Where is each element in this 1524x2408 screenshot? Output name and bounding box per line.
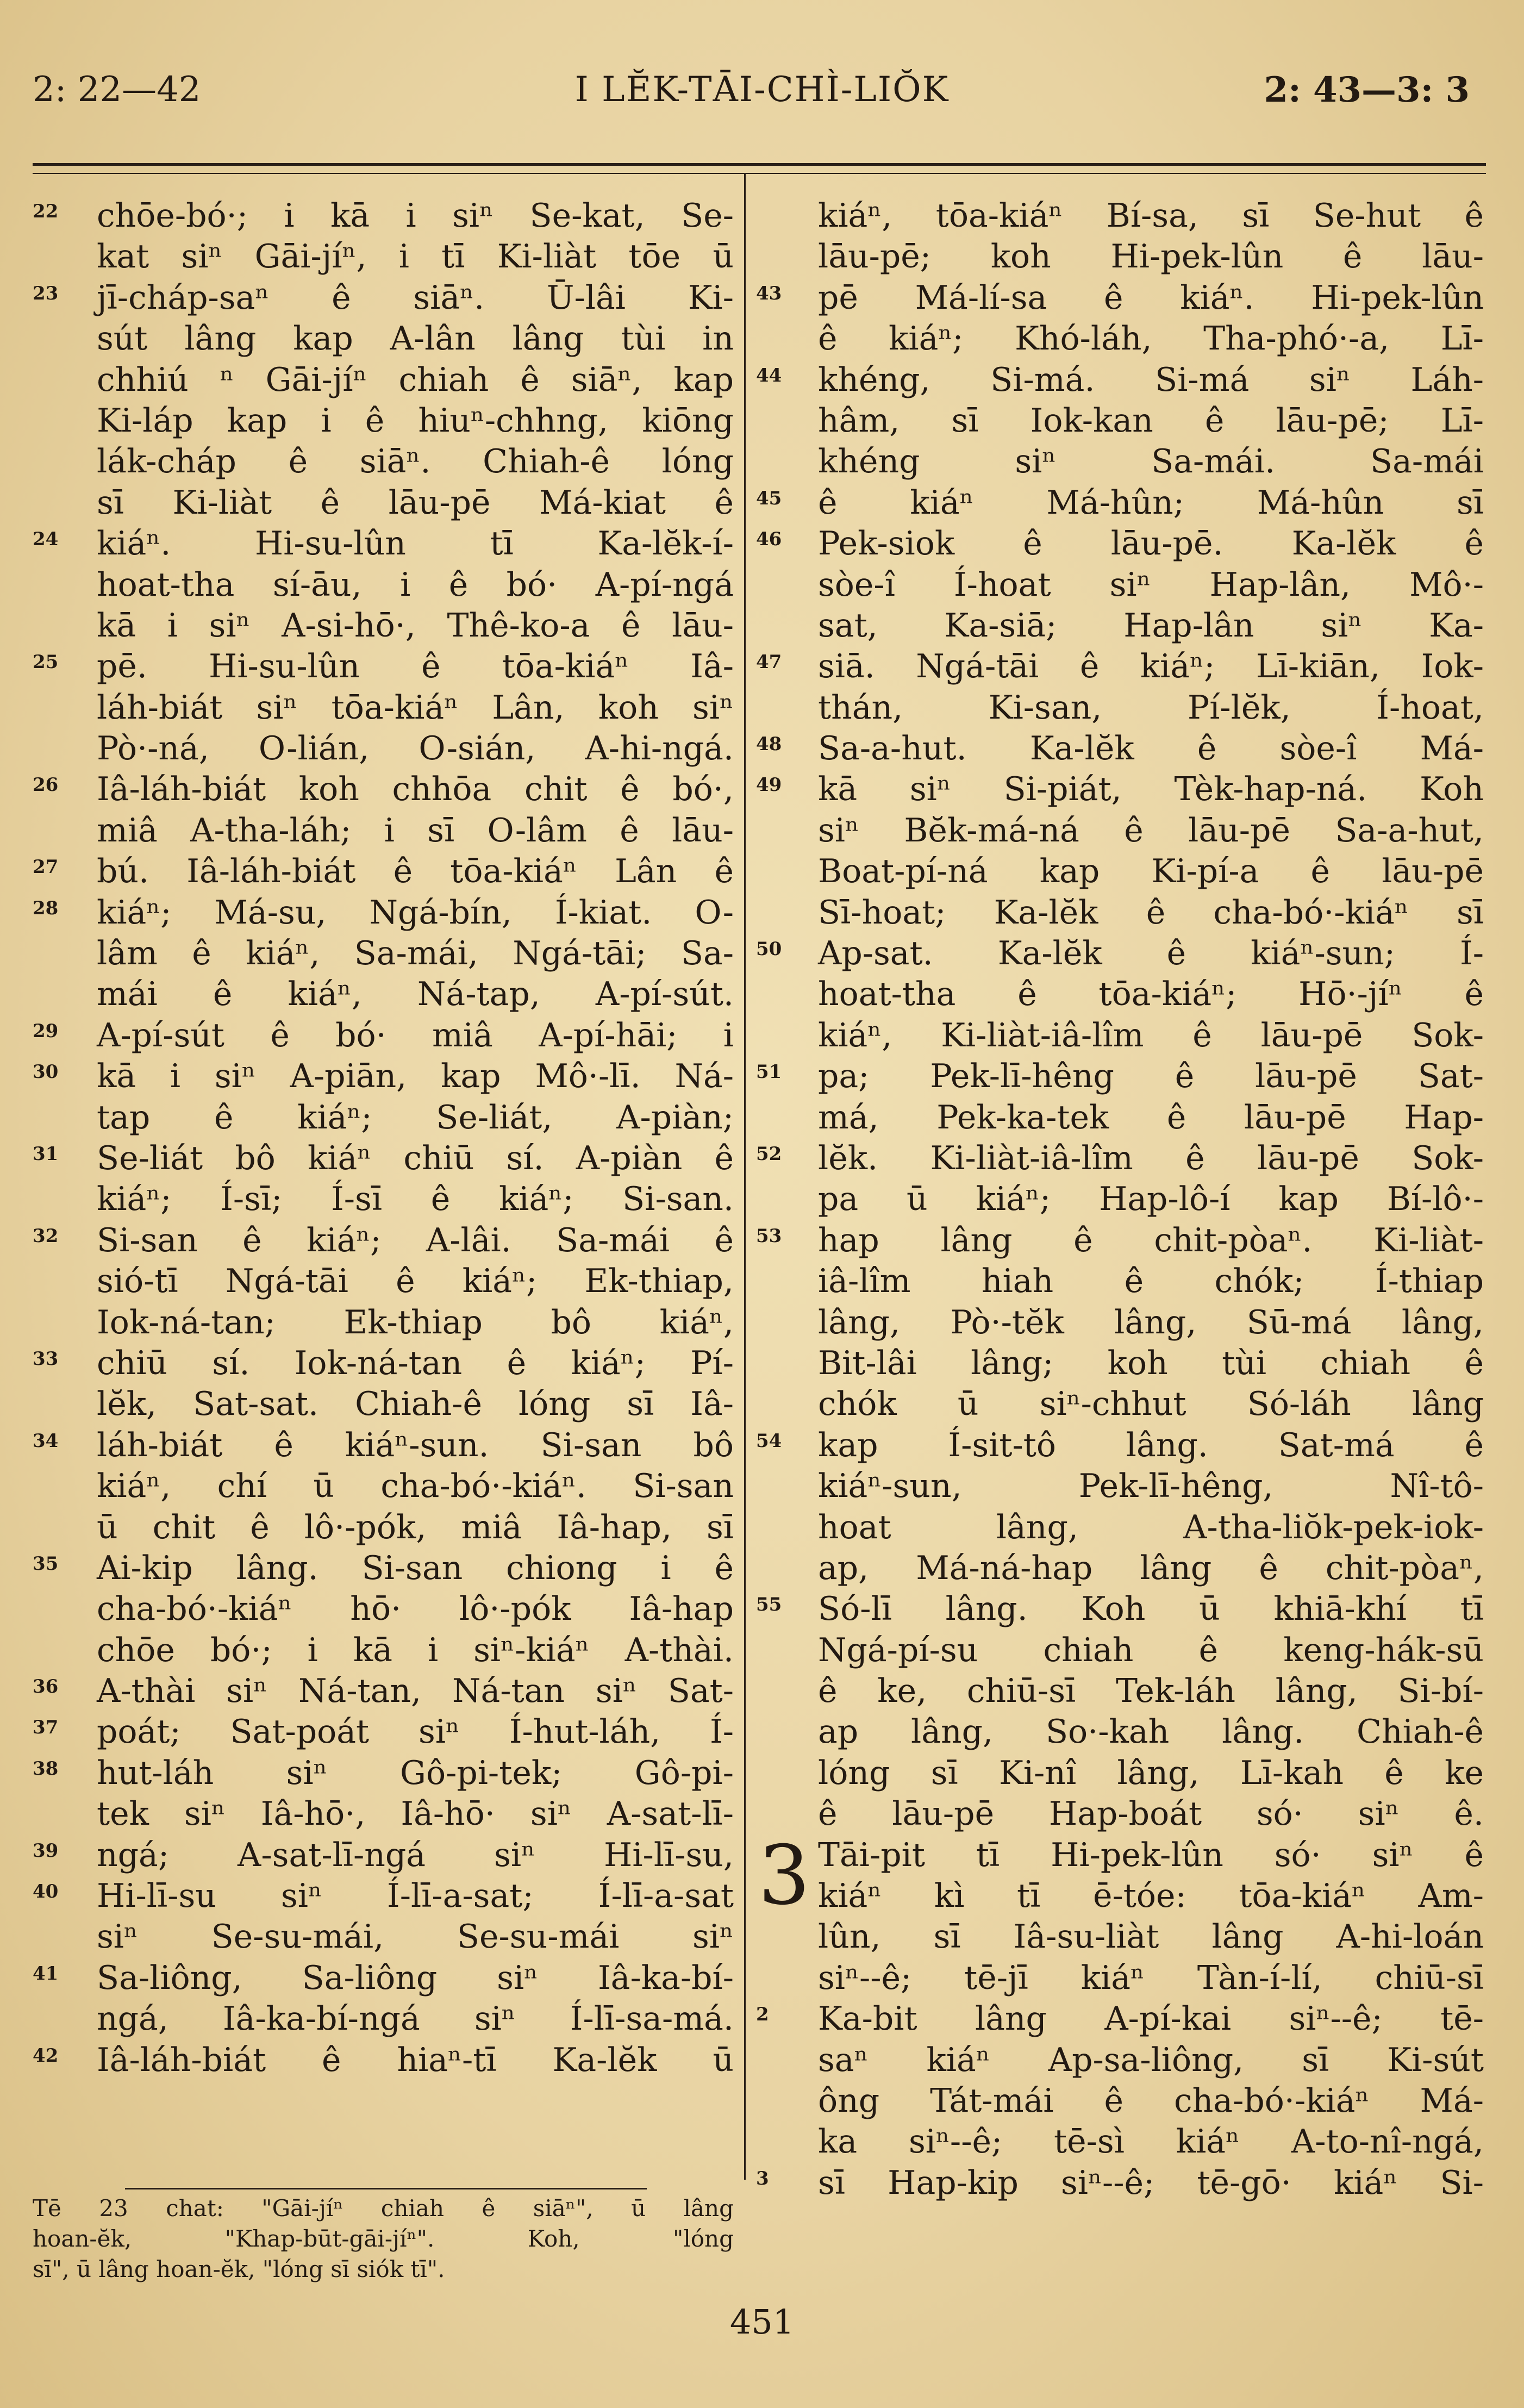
line-text: hâm, sī Iok-kan ê lāu-pē; Lī- — [818, 401, 1484, 440]
line-text: tek siⁿ Iâ-hō·, Iâ-hō· siⁿ A-sat-lī- — [97, 1795, 734, 1833]
verse-number: 23 — [33, 282, 59, 304]
text-line — [758, 2040, 1484, 2081]
line-text: siⁿ Se-su-mái, Se-su-mái siⁿ — [97, 1918, 734, 1956]
text-line — [33, 483, 734, 523]
text-line — [33, 1630, 734, 1671]
text-line — [33, 565, 734, 606]
line-text: Iok-ná-tan; Ek-thiap bô kiáⁿ, — [97, 1303, 734, 1342]
line-text: Ki-láp kap i ê hiuⁿ-chhng, kiōng — [97, 401, 734, 440]
line-text: khéng siⁿ Sa-mái. Sa-mái — [818, 442, 1484, 481]
verse-number: 49 — [756, 774, 782, 796]
verse-number: 52 — [756, 1143, 782, 1165]
text-line — [758, 236, 1484, 277]
text-line — [758, 360, 1484, 401]
text-line — [33, 1712, 734, 1752]
line-text: Sa-liông, Sa-liông siⁿ Iâ-ka-bí- — [97, 1958, 734, 1997]
verse-number: 26 — [33, 774, 59, 796]
verse-number: 22 — [33, 201, 59, 222]
verse-number: 27 — [33, 856, 59, 878]
verse-number: 45 — [756, 487, 782, 509]
line-text: A-thài siⁿ Ná-tan, Ná-tan siⁿ Sat- — [97, 1672, 734, 1711]
verse-number: 46 — [756, 528, 782, 551]
line-text: Só-lī lâng. Koh ū khiā-khí tī — [818, 1590, 1484, 1629]
text-line — [33, 1015, 734, 1056]
verse-number: 51 — [756, 1061, 782, 1083]
line-text: kiáⁿ; Má-su, Ngá-bín, Í-kiat. O- — [97, 893, 734, 932]
line-text: lûn, sī Iâ-su-liàt lâng A-hi-loán — [818, 1918, 1484, 1956]
line-text: Pek-siok ê lāu-pē. Ka-lĕk ê — [818, 525, 1484, 563]
line-text: kiáⁿ; Í-sī; Í-sī ê kiáⁿ; Si-san. — [97, 1180, 734, 1219]
text-line — [33, 401, 734, 441]
verse-number: 25 — [33, 651, 59, 673]
line-text: jī-cháp-saⁿ ê siāⁿ. Ū-lâi Ki- — [97, 278, 734, 317]
text-line — [758, 606, 1484, 646]
right-column — [756, 196, 1484, 2202]
line-text: Hi-lī-su siⁿ Í-lī-a-sat; Í-lī-a-sat — [97, 1877, 734, 1916]
line-text: ông Tát-mái ê cha-bó·-kiáⁿ Má- — [818, 2081, 1484, 2120]
verse-number: 3 — [756, 2167, 769, 2189]
text-line — [758, 1179, 1484, 1220]
line-text: Si-san ê kiáⁿ; A-lâi. Sa-mái ê — [97, 1221, 734, 1259]
line-text: sút lâng kap A-lân lâng tùi in — [97, 320, 734, 358]
line-text: Iâ-láh-biát koh chhōa chit ê bó·, — [97, 770, 734, 809]
line-text: pē. Hi-su-lûn ê tōa-kiáⁿ Iâ- — [97, 647, 734, 686]
text-line — [33, 1179, 734, 1220]
line-text: má, Pek-ka-tek ê lāu-pē Hap- — [818, 1098, 1484, 1137]
line-text: sòe-î Í-hoat siⁿ Hap-lân, Mô·- — [818, 565, 1484, 604]
text-line — [33, 1753, 734, 1794]
line-text: thán, Ki-san, Pí-lĕk, Í-hoat, — [818, 688, 1484, 727]
header-verse-range-right: 2: 43—3: 3 — [1264, 70, 1470, 110]
line-text: khéng, Si-má. Si-má siⁿ Láh- — [818, 360, 1484, 399]
line-text: hap lâng ê chit-pòaⁿ. Ki-liàt- — [818, 1221, 1484, 1259]
line-text: mái ê kiáⁿ, Ná-tap, A-pí-sút. — [97, 975, 734, 1014]
text-line — [33, 1425, 734, 1466]
text-line — [758, 1343, 1484, 1384]
line-text: kā i siⁿ A-si-hō·, Thê-ko-a ê lāu- — [97, 606, 734, 645]
line-text: Sa-a-hut. Ka-lĕk ê sòe-î Má- — [818, 729, 1484, 768]
text-line — [758, 1015, 1484, 1056]
line-text: ngá, Iâ-ka-bí-ngá siⁿ Í-lī-sa-má. — [97, 2000, 734, 2038]
line-text: poát; Sat-poát siⁿ Í-hut-láh, Í- — [97, 1713, 734, 1751]
text-line — [758, 1917, 1484, 1957]
line-text: lĕk. Ki-liàt-iâ-lîm ê lāu-pē Sok- — [818, 1139, 1484, 1177]
text-line — [758, 1097, 1484, 1138]
line-text: iâ-lîm hiah ê chók; Í-thiap — [818, 1262, 1484, 1301]
text-line — [758, 565, 1484, 606]
line-text: saⁿ kiáⁿ Ap-sa-liông, sī Ki-sút — [818, 2041, 1484, 2079]
text-line — [33, 1876, 734, 1917]
line-text: Tāi-pit tī Hi-pek-lûn só· siⁿ ê — [818, 1836, 1484, 1874]
text-line — [33, 1999, 734, 2039]
line-text: kiáⁿ, chí ū cha-bó·-kiáⁿ. Si-san — [97, 1467, 734, 1506]
text-line — [33, 1302, 734, 1343]
line-text: láh-biát ê kiáⁿ-sun. Si-san bô — [97, 1426, 734, 1464]
line-text: pa; Pek-lī-hêng ê lāu-pē Sat- — [818, 1057, 1484, 1096]
line-text: bú. Iâ-láh-biát ê tōa-kiáⁿ Lân ê — [97, 852, 734, 891]
verse-number: 55 — [756, 1594, 782, 1616]
text-line — [33, 688, 734, 728]
line-text: chók ū siⁿ-chhut Só-láh lâng — [818, 1385, 1484, 1424]
line-text: sat, Ka-siā; Hap-lân siⁿ Ka- — [818, 606, 1484, 645]
text-line — [33, 1671, 734, 1712]
verse-number: 28 — [33, 897, 59, 919]
text-line — [758, 769, 1484, 810]
text-line — [758, 1507, 1484, 1548]
text-line — [758, 196, 1484, 236]
text-line — [758, 2081, 1484, 2122]
text-line — [33, 319, 734, 359]
line-text: lák-cháp ê siāⁿ. Chiah-ê lóng — [97, 442, 734, 481]
text-line — [33, 1548, 734, 1589]
text-line — [33, 1835, 734, 1876]
text-line — [758, 1753, 1484, 1794]
line-text: kā siⁿ Si-piát, Tèk-hap-ná. Koh — [818, 770, 1484, 809]
verse-number: 38 — [33, 1757, 59, 1780]
verse-number: 39 — [33, 1839, 59, 1862]
text-line — [33, 1261, 734, 1302]
line-text: Se-liát bô kiáⁿ chiū sí. A-piàn ê — [97, 1139, 734, 1177]
running-header — [33, 60, 1491, 114]
line-text: hoat lâng, A-tha-liŏk-pek-iok- — [818, 1508, 1484, 1546]
line-text: ê kiáⁿ Má-hûn; Má-hûn sī — [818, 483, 1484, 522]
text-line — [758, 810, 1484, 851]
verse-number: 30 — [33, 1061, 59, 1083]
line-text: lāu-pē; koh Hi-pek-lûn ê lāu- — [818, 238, 1484, 276]
text-line — [758, 1261, 1484, 1302]
left-column — [33, 196, 734, 2185]
line-text: kiáⁿ. Hi-su-lûn tī Ka-lĕk-í- — [97, 525, 734, 563]
line-text: ngá; A-sat-lī-ngá siⁿ Hi-lī-su, — [97, 1836, 734, 1874]
verse-number: 35 — [33, 1552, 59, 1575]
verse-number: 36 — [33, 1676, 59, 1698]
header-rule — [33, 163, 1486, 166]
line-text: ê ke, chiū-sī Tek-láh lâng, Si-bí- — [818, 1672, 1484, 1711]
text-line — [33, 1589, 734, 1630]
text-line — [33, 933, 734, 974]
text-line — [758, 1548, 1484, 1589]
text-line — [758, 441, 1484, 482]
line-text: lĕk, Sat-sat. Chiah-ê lóng sī Iâ- — [97, 1385, 734, 1424]
verse-number: 54 — [756, 1430, 782, 1452]
line-text: miâ A-tha-láh; i sī O-lâm ê lāu- — [97, 811, 734, 850]
text-line — [33, 893, 734, 933]
text-line — [758, 2163, 1484, 2204]
text-line — [758, 1794, 1484, 1835]
text-line — [758, 1876, 1484, 1917]
text-line — [758, 1220, 1484, 1261]
line-text: lóng sī Ki-nî lâng, Lī-kah ê ke — [818, 1754, 1484, 1792]
line-text: pē Má-lí-sa ê kiáⁿ. Hi-pek-lûn — [818, 278, 1484, 317]
text-line — [758, 933, 1484, 974]
verse-number: 32 — [33, 1225, 59, 1247]
header-verse-range-left: 2: 22—42 — [33, 70, 201, 110]
verse-number: 29 — [33, 1020, 59, 1042]
line-text: ū chit ê lô·-pók, miâ Iâ-hap, sī — [97, 1508, 734, 1546]
line-text: hut-láh siⁿ Gô-pi-tek; Gô-pi- — [97, 1754, 734, 1792]
text-line — [758, 1302, 1484, 1343]
text-line — [758, 278, 1484, 319]
text-line — [33, 728, 734, 769]
line-text: sió-tī Ngá-tāi ê kiáⁿ; Ek-thiap, — [97, 1262, 734, 1301]
text-line — [758, 728, 1484, 769]
line-text: Pò·-ná, O-lián, O-sián, A-hi-ngá. — [97, 729, 734, 768]
verse-number: 47 — [756, 651, 782, 673]
line-text: kap Í-sit-tô lâng. Sat-má ê — [818, 1426, 1484, 1464]
footnote-line: Tē 23 chat: "Gāi-jíⁿ chiah ê siāⁿ", ū lâng — [33, 2195, 734, 2222]
text-line — [758, 1630, 1484, 1671]
text-line — [33, 1384, 734, 1425]
line-text: Bit-lâi lâng; koh tùi chiah ê — [818, 1344, 1484, 1382]
text-line — [758, 319, 1484, 359]
text-line — [33, 1917, 734, 1957]
text-line — [33, 360, 734, 401]
verse-number: 48 — [756, 733, 782, 756]
line-text: chōe-bó·; i kā i siⁿ Se-kat, Se- — [97, 197, 734, 235]
verse-number: 50 — [756, 938, 782, 960]
footnote-line: hoan-ĕk, "Khap-būt-gāi-jíⁿ". Koh, "lóng — [33, 2225, 734, 2252]
text-line — [758, 974, 1484, 1015]
text-line — [33, 1794, 734, 1835]
text-line — [758, 1384, 1484, 1425]
line-text: kiáⁿ kì tī ē-tóe: tōa-kiáⁿ Am- — [818, 1877, 1484, 1916]
header-book-title: I LĔK-TĀI-CHÌ-LIŎK — [574, 70, 950, 110]
text-line — [33, 974, 734, 1015]
footnotes — [33, 2193, 734, 2285]
text-line — [758, 1466, 1484, 1507]
verse-number: 33 — [33, 1348, 59, 1370]
line-text: ap lâng, So·-kah lâng. Chiah-ê — [818, 1713, 1484, 1751]
text-line — [758, 893, 1484, 933]
text-line — [33, 810, 734, 851]
text-line — [33, 1097, 734, 1138]
verse-number: 40 — [33, 1881, 59, 1903]
line-text: cha-bó·-kiáⁿ hō· lô·-pók Iâ-hap — [97, 1590, 734, 1629]
line-text: hoat-tha sí-āu, i ê bó· A-pí-ngá — [97, 565, 734, 604]
line-text: chiū sí. Iok-ná-tan ê kiáⁿ; Pí- — [97, 1344, 734, 1382]
verse-number: 31 — [33, 1143, 59, 1165]
line-text: siā. Ngá-tāi ê kiáⁿ; Lī-kiān, Iok- — [818, 647, 1484, 686]
verse-number: 44 — [756, 364, 782, 386]
text-line — [758, 2122, 1484, 2162]
text-line — [758, 1712, 1484, 1752]
text-line — [33, 851, 734, 892]
text-line — [33, 646, 734, 687]
line-text: lâm ê kiáⁿ, Sa-mái, Ngá-tāi; Sa- — [97, 934, 734, 973]
text-line — [33, 1958, 734, 1999]
line-text: ê lāu-pē Hap-boát só· siⁿ ê. — [818, 1795, 1484, 1833]
text-line — [33, 769, 734, 810]
text-line — [33, 1220, 734, 1261]
line-text: siⁿ Bĕk-má-ná ê lāu-pē Sa-a-hut, — [818, 811, 1484, 850]
line-text: A-pí-sút ê bó· miâ A-pí-hāi; i — [97, 1016, 734, 1055]
column-divider — [744, 174, 746, 2180]
line-text: kiáⁿ, tōa-kiáⁿ Bí-sa, sī Se-hut ê — [818, 197, 1484, 235]
line-text: pa ū kiáⁿ; Hap-lô-í kap Bí-lô·- — [818, 1180, 1484, 1219]
text-line — [758, 523, 1484, 564]
text-line — [758, 1671, 1484, 1712]
verse-number: 53 — [756, 1225, 782, 1247]
footnote-line: sī", ū lâng hoan-ĕk, "lóng sī siók tī". — [33, 2256, 445, 2282]
line-text: hoat-tha ê tōa-kiáⁿ; Hō·-jíⁿ ê — [818, 975, 1484, 1014]
verse-number: 37 — [33, 1717, 59, 1739]
text-line — [758, 1999, 1484, 2039]
text-line — [33, 523, 734, 564]
footnote-rule — [125, 2188, 647, 2189]
text-line — [758, 483, 1484, 523]
line-text: siⁿ--ê; tē-jī kiáⁿ Tàn-í-lí, chiū-sī — [818, 1958, 1484, 1997]
text-line — [33, 278, 734, 319]
text-line — [33, 1466, 734, 1507]
text-line — [758, 1425, 1484, 1466]
header-rule-thin — [33, 173, 1486, 174]
line-text: Ka-bit lâng A-pí-kai siⁿ--ê; tē- — [818, 2000, 1484, 2038]
line-text: láh-biát siⁿ tōa-kiáⁿ Lân, koh siⁿ — [97, 688, 734, 727]
line-text: Ai-kip lâng. Si-san chiong i ê — [97, 1549, 734, 1587]
line-text: kiáⁿ-sun, Pek-lī-hêng, Nî-tô- — [818, 1467, 1484, 1506]
text-line — [33, 1343, 734, 1384]
text-line — [758, 1056, 1484, 1097]
line-text: Iâ-láh-biát ê hiaⁿ-tī Ka-lĕk ū — [97, 2041, 734, 2079]
line-text: kiáⁿ, Ki-liàt-iâ-lîm ê lāu-pē Sok- — [818, 1016, 1484, 1055]
text-line — [33, 606, 734, 646]
text-line — [758, 401, 1484, 441]
line-text: kā i siⁿ A-piān, kap Mô·-lī. Ná- — [97, 1057, 734, 1096]
line-text: chhiú ⁿ Gāi-jíⁿ chiah ê siāⁿ, kap — [97, 360, 734, 399]
text-line — [33, 1056, 734, 1097]
text-line — [758, 688, 1484, 728]
text-line — [33, 2040, 734, 2081]
line-text: kat siⁿ Gāi-jíⁿ, i tī Ki-liàt tōe ū — [97, 238, 734, 276]
line-text: ê kiáⁿ; Khó-láh, Tha-phó·-a, Lī- — [818, 320, 1484, 358]
text-line — [758, 1138, 1484, 1179]
line-text: chōe bó·; i kā i siⁿ-kiáⁿ A-thài. — [97, 1631, 734, 1669]
line-text: ka siⁿ--ê; tē-sì kiáⁿ A-to-nî-ngá, — [818, 2123, 1484, 2161]
verse-number: 24 — [33, 528, 59, 551]
verse-number: 41 — [33, 1962, 59, 1985]
line-text: tap ê kiáⁿ; Se-liát, A-piàn; — [97, 1098, 734, 1137]
line-text: Sī-hoat; Ka-lĕk ê cha-bó·-kiáⁿ sī — [818, 893, 1484, 932]
text-line — [33, 196, 734, 236]
text-line — [758, 851, 1484, 892]
line-text: Ap-sat. Ka-lĕk ê kiáⁿ-sun; Í- — [818, 934, 1484, 973]
line-text: Ngá-pí-su chiah ê keng-hák-sū — [818, 1631, 1484, 1669]
verse-number: 2 — [756, 2004, 769, 2026]
line-text: sī Ki-liàt ê lāu-pē Má-kiat ê — [97, 483, 734, 522]
line-text: Boat-pí-ná kap Ki-pí-a ê lāu-pē — [818, 852, 1484, 891]
verse-number: 42 — [33, 2044, 59, 2067]
line-text: lâng, Pò·-tĕk lâng, Sū-má lâng, — [818, 1303, 1484, 1342]
line-text: ap, Má-ná-hap lâng ê chit-pòaⁿ, — [818, 1549, 1484, 1587]
line-text: sī Hap-kip siⁿ--ê; tē-gō· kiáⁿ Si- — [818, 2163, 1484, 2202]
text-line — [758, 1958, 1484, 1999]
text-line — [33, 441, 734, 482]
page-number: 451 — [729, 2302, 795, 2342]
text-line — [33, 1138, 734, 1179]
text-line — [758, 646, 1484, 687]
verse-number: 43 — [756, 282, 782, 304]
text-line — [33, 1507, 734, 1548]
verse-number: 34 — [33, 1430, 59, 1452]
text-line — [33, 236, 734, 277]
text-line — [758, 1589, 1484, 1630]
chapter-number: 3 — [758, 1828, 810, 1923]
